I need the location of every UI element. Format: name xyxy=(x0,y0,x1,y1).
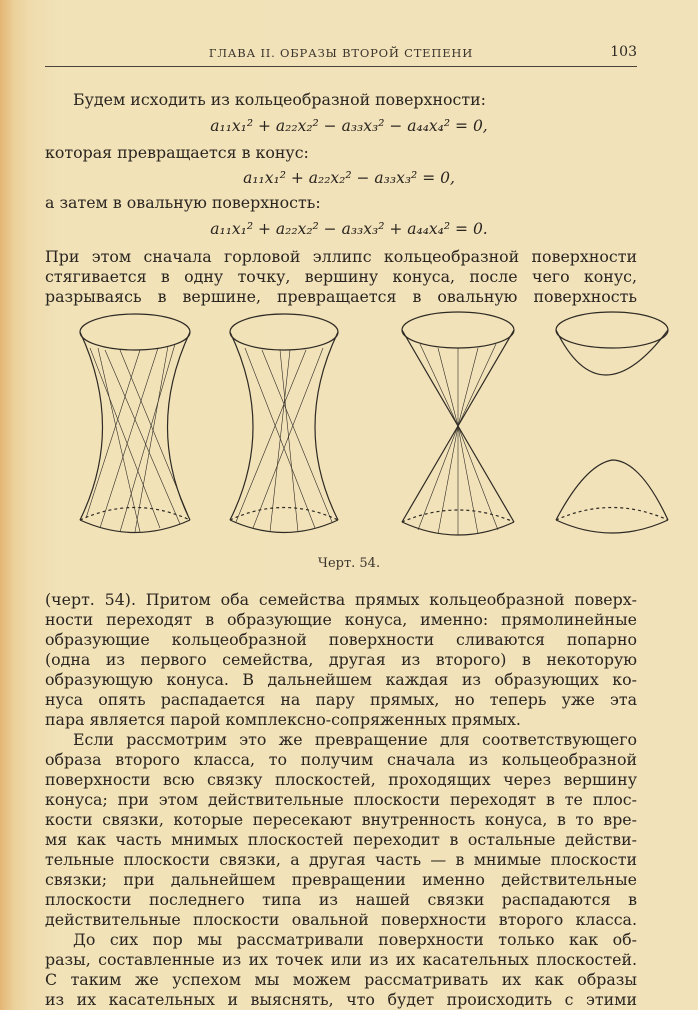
paragraph-line: конуса; при этом действительные плоскости переходят в те плос- xyxy=(45,790,637,809)
formula-ring-surface: a₁₁x₁² + a₂₂x₂² − a₃₃x₃² − a₄₄x₄² = 0, xyxy=(210,117,488,135)
paragraph-line: из их касательных и выяснять, что будет происходить с этими xyxy=(45,990,637,1009)
running-header xyxy=(45,44,637,64)
paragraph-line: тельные плоскости связки, а другая часть — в мнимые плоскости xyxy=(45,850,637,869)
paragraph-line: действительные плоскости овальной поверхности второго класса. xyxy=(45,910,637,929)
paragraph-line: кости связки, которые пересекают внутренность конуса, в то вре- xyxy=(45,810,637,829)
hyperboloid-narrow-drawing xyxy=(230,314,338,533)
paragraph-line: До сих пор мы рассматривали поверхности только как об- xyxy=(73,930,637,949)
header-rule xyxy=(45,66,637,67)
intro-line: а затем в овальную поверхность: xyxy=(45,193,321,212)
double-cone-drawing xyxy=(402,312,514,535)
paragraph-line: С таким же успехом мы можем рассматривать их как образы xyxy=(45,970,637,989)
paragraph-line: (одна из первого семейства, другая из второго) в некоторую xyxy=(45,650,637,669)
formula-oval-surface: a₁₁x₁² + a₂₂x₂² − a₃₃x₃² + a₄₄x₄² = 0. xyxy=(210,220,488,238)
page-number: 103 xyxy=(610,44,637,60)
paragraph-line: плоскости последнего типа из нашей связки распадаются в xyxy=(45,890,637,909)
two-sheet-surface-drawing xyxy=(556,312,668,533)
paragraph-line: разрываясь в вершине, превращается в овальную поверхность xyxy=(45,287,637,306)
paragraph-line: стягивается в одну точку, вершину конуса, после чего конус, xyxy=(45,267,637,286)
paragraph-line: Если рассмотрим это же превращение для соответствующего xyxy=(73,730,637,749)
intro-line: Будем исходить из кольцеобразной поверхности: xyxy=(73,90,486,109)
paragraph-line: образующую конуса. В дальнейшем каждая из образующих ко- xyxy=(45,670,637,689)
formula-cone: a₁₁x₁² + a₂₂x₂² − a₃₃x₃² = 0, xyxy=(243,169,455,187)
hyperboloid-wide-drawing xyxy=(80,314,190,533)
paragraph-line: ности переходят в образующие конуса, именно: прямолинейные xyxy=(45,610,637,629)
paragraph-line: (черт. 54). Притом оба семейства прямых кольцеобразной поверх- xyxy=(45,590,637,609)
paragraph-line: мя как часть мнимых плоскостей переходит в остальные действи- xyxy=(45,830,637,849)
intro-line: которая превращается в конус: xyxy=(45,143,309,162)
running-title: ГЛАВА II. ОБРАЗЫ ВТОРОЙ СТЕПЕНИ xyxy=(208,46,474,60)
figure-caption: Черт. 54. xyxy=(317,556,381,571)
paragraph-line: разы, составленные из их точек или из их касательных плоскостей. xyxy=(45,950,637,969)
paragraph-line: поверхности всю связку плоскостей, проходящих через вершину xyxy=(45,770,637,789)
paragraph-line: При этом сначала горловой эллипс кольцеобразной поверхности xyxy=(45,247,637,266)
paragraph-line: нуса опять распадается на пару прямых, но теперь уже эта xyxy=(45,690,637,709)
paragraph-line: пара является парой комплексно-сопряженных прямых. xyxy=(45,710,521,729)
surface-transformation-illustration xyxy=(40,310,680,546)
figure-54 xyxy=(40,310,680,546)
paragraph-line: образа второго класса, то получим сначала из кольцеобразной xyxy=(45,750,637,769)
paragraph-line: связки; при дальнейшем превращении именно действительные xyxy=(45,870,637,889)
paragraph-line: образующие кольцеобразной поверхности сливаются попарно xyxy=(45,630,637,649)
